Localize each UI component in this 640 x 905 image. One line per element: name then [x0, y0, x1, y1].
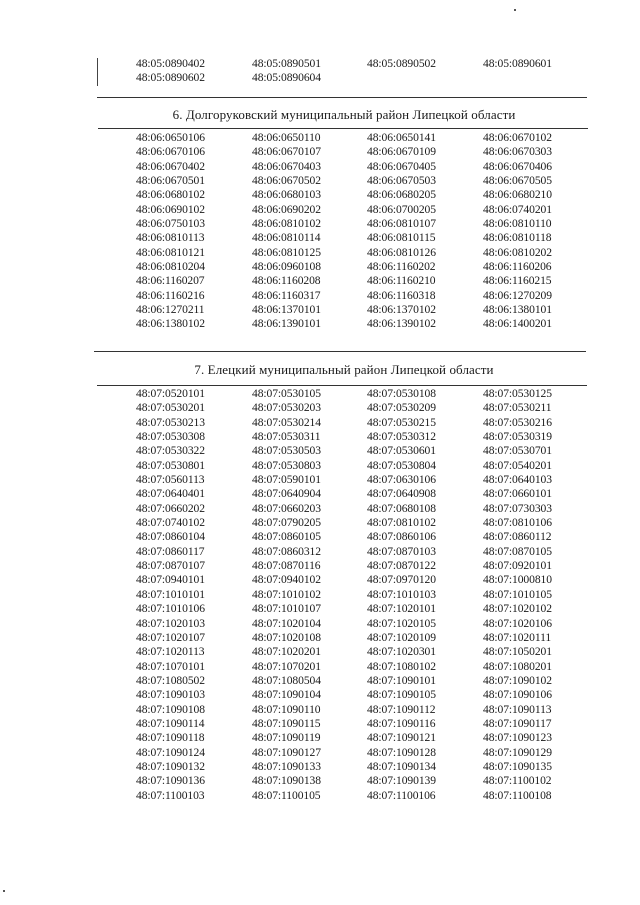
cadastral-number: 48:07:0860106: [367, 530, 436, 544]
cadastral-number: 48:06:0670501: [136, 174, 205, 188]
cadastral-number: 48:07:0660203: [252, 501, 321, 515]
cadastral-number: 48:07:0530319: [483, 430, 552, 444]
cadastral-number: 48:06:1160317: [252, 288, 321, 302]
table-row: [136, 573, 596, 587]
cadastral-number: 48:06:0680210: [483, 188, 552, 202]
cadastral-number: 48:07:1100108: [483, 788, 552, 802]
cadastral-number: 48:07:1020108: [252, 630, 321, 644]
cadastral-number: 48:06:1160210: [367, 274, 436, 288]
cadastral-number: 48:06:0700205: [367, 202, 436, 216]
cadastral-number: 48:07:0640401: [136, 487, 205, 501]
cadastral-number: 48:06:0670107: [252, 145, 321, 159]
table-row: [136, 617, 596, 631]
cadastral-number: 48:06:0810125: [252, 245, 321, 259]
cadastral-number: 48:06:0810115: [367, 231, 436, 245]
cadastral-number: 48:07:1020106: [483, 616, 552, 630]
divider-rule: [97, 97, 587, 98]
cadastral-number: 48:07:0740102: [136, 516, 205, 530]
section-7-heading: 7. Елецкий муниципальный район Липецкой области: [194, 362, 494, 377]
table-row: [136, 188, 596, 202]
table-row: [136, 160, 596, 174]
cadastral-number: 48:07:1090121: [367, 731, 436, 745]
cadastral-number: 48:07:0530801: [136, 458, 205, 472]
cadastral-number: 48:07:0530213: [136, 415, 205, 429]
cadastral-number: 48:07:1090123: [483, 731, 552, 745]
cadastral-number: 48:07:0970120: [367, 573, 436, 587]
cadastral-number: 48:07:1090103: [136, 688, 205, 702]
cadastral-number: 48:06:1380102: [136, 317, 205, 331]
table-row: [136, 631, 596, 645]
cadastral-number: 48:07:0530211: [483, 401, 552, 415]
table-row: [136, 401, 596, 415]
cadastral-number: 48:07:1090112: [367, 702, 436, 716]
table-row: [136, 731, 596, 745]
table-row: [136, 660, 596, 674]
cadastral-number: 48:07:1090132: [136, 759, 205, 773]
cadastral-number: 48:06:0670106: [136, 145, 205, 159]
cadastral-number: 48:07:0560113: [136, 473, 205, 487]
cadastral-number: 48:07:1090113: [483, 702, 552, 716]
cadastral-number: 48:07:0870105: [483, 544, 552, 558]
cadastral-number: 48:07:0590101: [252, 473, 321, 487]
cadastral-number: 48:06:0670403: [252, 159, 321, 173]
cadastral-number: 48:07:1090108: [136, 702, 205, 716]
cadastral-number: 48:07:1010105: [483, 587, 552, 601]
cadastral-number: 48:07:0540201: [483, 458, 552, 472]
cadastral-number: 48:07:1090117: [483, 716, 552, 730]
cadastral-number: 48:07:1090139: [367, 774, 436, 788]
scan-speck: [3, 890, 5, 892]
cadastral-number: 48:06:0810107: [367, 217, 436, 231]
cadastral-number: 48:07:1080504: [252, 673, 321, 687]
table-row: [136, 71, 596, 85]
cadastral-number: 48:07:0530215: [367, 415, 436, 429]
section-6-table: [136, 131, 596, 332]
table-row: [136, 789, 596, 803]
cadastral-number: 48:07:0860105: [252, 530, 321, 544]
cadastral-number: 48:07:1020102: [483, 602, 552, 616]
cadastral-number: 48:06:1160215: [483, 274, 552, 288]
cadastral-number: 48:07:1090119: [252, 731, 321, 745]
table-row: [136, 145, 596, 159]
cadastral-number: 48:07:0920101: [483, 559, 552, 573]
table-row: [136, 545, 596, 559]
cadastral-number: 48:07:0730303: [483, 501, 552, 515]
cadastral-number: 48:07:1090105: [367, 688, 436, 702]
cadastral-number: 48:06:1160216: [136, 288, 205, 302]
table-row: [136, 487, 596, 501]
cadastral-number: 48:06:1160207: [136, 274, 205, 288]
cadastral-number: 48:07:0530201: [136, 401, 205, 415]
cadastral-number: 48:06:1160208: [252, 274, 321, 288]
cadastral-number: 48:07:0860117: [136, 544, 205, 558]
table-row: [136, 317, 596, 331]
cadastral-number: 48:07:0870107: [136, 559, 205, 573]
cadastral-number: 48:07:1010106: [136, 602, 205, 616]
cadastral-number: 48:07:1090128: [367, 745, 436, 759]
cadastral-number: 48:07:0530312: [367, 430, 436, 444]
table-row: [136, 430, 596, 444]
divider-rule: [94, 351, 586, 352]
cadastral-number: 48:07:0860112: [483, 530, 552, 544]
cadastral-number: 48:07:1020104: [252, 616, 321, 630]
cadastral-number: 48:07:1100103: [136, 788, 205, 802]
cadastral-number: 48:05:0890502: [367, 57, 436, 70]
cadastral-number: 48:06:0650110: [252, 131, 321, 144]
cadastral-number: 48:07:0940101: [136, 573, 205, 587]
cadastral-number: [367, 71, 483, 85]
cadastral-number: 48:07:0530803: [252, 458, 321, 472]
margin-bracket: [97, 58, 98, 86]
cadastral-number: 48:07:0640103: [483, 473, 552, 487]
cadastral-number: 48:06:0670405: [367, 159, 436, 173]
table-row: [136, 260, 596, 274]
table-row: [136, 760, 596, 774]
cadastral-number: 48:07:0870116: [252, 559, 321, 573]
table-row: [136, 274, 596, 288]
cadastral-number: 48:07:0530503: [252, 444, 321, 458]
table-row: [136, 416, 596, 430]
cadastral-number: 48:07:1010107: [252, 602, 321, 616]
cadastral-number: 48:06:1400201: [483, 317, 552, 331]
cadastral-number: 48:07:0640908: [367, 487, 436, 501]
cadastral-number: 48:07:0530308: [136, 430, 205, 444]
cadastral-number: 48:07:1020105: [367, 616, 436, 630]
cadastral-number: 48:07:0530105: [252, 387, 321, 400]
cadastral-number: 48:07:0530601: [367, 444, 436, 458]
cadastral-number: 48:06:1380101: [483, 303, 552, 317]
cadastral-number: 48:07:0940102: [252, 573, 321, 587]
cadastral-number: 48:07:1020301: [367, 645, 436, 659]
table-row: [136, 588, 596, 602]
cadastral-number: 48:07:0530804: [367, 458, 436, 472]
table-row: [136, 746, 596, 760]
cadastral-number: 48:07:1010103: [367, 587, 436, 601]
cadastral-number: 48:06:0690102: [136, 202, 205, 216]
top-table: [136, 57, 596, 86]
cadastral-number: 48:07:0530125: [483, 387, 552, 400]
cadastral-number: 48:07:1090106: [483, 688, 552, 702]
cadastral-number: 48:07:1080201: [483, 659, 552, 673]
cadastral-number: 48:07:1020107: [136, 630, 205, 644]
cadastral-number: 48:06:0810113: [136, 231, 205, 245]
cadastral-number: 48:06:0810204: [136, 260, 205, 274]
cadastral-number: 48:07:1090101: [367, 673, 436, 687]
cadastral-number: 48:07:1020109: [367, 630, 436, 644]
table-row: [136, 645, 596, 659]
cadastral-number: 48:06:0670406: [483, 159, 552, 173]
cadastral-number: 48:07:1100106: [367, 788, 436, 802]
cadastral-number: 48:06:0690202: [252, 202, 321, 216]
cadastral-number: 48:07:1090116: [367, 716, 436, 730]
table-row: [136, 387, 596, 401]
cadastral-number: 48:05:0890402: [136, 57, 205, 70]
cadastral-number: 48:07:1090138: [252, 774, 321, 788]
cadastral-number: 48:07:1090102: [483, 673, 552, 687]
divider-rule: [98, 128, 588, 129]
cadastral-number: 48:07:0870103: [367, 544, 436, 558]
table-row: [136, 459, 596, 473]
cadastral-number: 48:07:1020113: [136, 645, 205, 659]
table-row: [136, 559, 596, 573]
cadastral-number: 48:06:0670505: [483, 174, 552, 188]
cadastral-number: 48:07:0660202: [136, 501, 205, 515]
cadastral-number: 48:07:1090124: [136, 745, 205, 759]
table-row: [136, 717, 596, 731]
table-row: [136, 289, 596, 303]
cadastral-number: 48:07:1090114: [136, 716, 205, 730]
cadastral-number: 48:06:0650141: [367, 131, 436, 144]
cadastral-number: 48:07:0520101: [136, 387, 205, 400]
cadastral-number: 48:07:0680108: [367, 501, 436, 515]
table-row: [136, 203, 596, 217]
cadastral-number: 48:06:0960108: [252, 260, 321, 274]
cadastral-number: 48:06:1270209: [483, 288, 552, 302]
table-row: [136, 231, 596, 245]
cadastral-number: 48:05:0890604: [252, 71, 321, 85]
cadastral-number: 48:06:1390101: [252, 317, 321, 331]
section-6-heading: 6. Долгоруковский муниципальный район Липецкой области: [172, 107, 516, 122]
cadastral-number: 48:06:0810126: [367, 245, 436, 259]
cadastral-number: 48:07:0810102: [367, 516, 436, 530]
cadastral-number: 48:07:1070101: [136, 659, 205, 673]
cadastral-number: 48:06:0670402: [136, 159, 205, 173]
cadastral-number: 48:07:0870122: [367, 559, 436, 573]
cadastral-number: 48:06:1370102: [367, 303, 436, 317]
cadastral-number: 48:07:0530322: [136, 444, 205, 458]
cadastral-number: 48:06:0810102: [252, 217, 321, 231]
cadastral-number: 48:07:1080102: [367, 659, 436, 673]
cadastral-number: 48:07:1050201: [483, 645, 552, 659]
cadastral-number: 48:06:0670102: [483, 131, 552, 144]
cadastral-number: 48:07:1020101: [367, 602, 436, 616]
cadastral-number: 48:06:0810114: [252, 231, 321, 245]
table-row: [136, 174, 596, 188]
cadastral-number: 48:05:0890501: [252, 57, 321, 70]
cadastral-number: 48:07:0660101: [483, 487, 552, 501]
table-row: [136, 774, 596, 788]
table-row: [136, 246, 596, 260]
table-row: [136, 57, 596, 71]
cadastral-number: 48:07:0530311: [252, 430, 321, 444]
table-row: [136, 502, 596, 516]
cadastral-number: 48:06:0750103: [136, 217, 205, 231]
cadastral-number: 48:06:0680102: [136, 188, 205, 202]
cadastral-number: 48:06:1160206: [483, 260, 552, 274]
cadastral-number: 48:06:0680205: [367, 188, 436, 202]
cadastral-number: 48:07:0530701: [483, 444, 552, 458]
cadastral-number: 48:05:0890602: [136, 71, 205, 85]
table-row: [136, 444, 596, 458]
cadastral-number: 48:07:1090104: [252, 688, 321, 702]
cadastral-number: 48:07:0810106: [483, 516, 552, 530]
cadastral-number: 48:07:0530209: [367, 401, 436, 415]
cadastral-number: 48:07:0530108: [367, 387, 436, 400]
cadastral-number: 48:07:1090115: [252, 716, 321, 730]
cadastral-number: 48:07:0530203: [252, 401, 321, 415]
cadastral-number: 48:05:0890601: [483, 57, 552, 70]
cadastral-number: 48:07:1090118: [136, 731, 205, 745]
cadastral-number: 48:06:0670502: [252, 174, 321, 188]
cadastral-number: 48:07:1020201: [252, 645, 321, 659]
cadastral-number: 48:06:0810202: [483, 245, 552, 259]
cadastral-number: 48:06:1390102: [367, 317, 436, 331]
cadastral-number: 48:07:0530214: [252, 415, 321, 429]
cadastral-number: 48:06:1270211: [136, 303, 205, 317]
cadastral-number: 48:06:1160318: [367, 288, 436, 302]
cadastral-number: 48:06:0810118: [483, 231, 552, 245]
cadastral-number: 48:06:0670303: [483, 145, 552, 159]
table-row: [136, 131, 596, 145]
cadastral-number: 48:06:0810121: [136, 245, 205, 259]
cadastral-number: 48:07:0860312: [252, 544, 321, 558]
table-row: [136, 303, 596, 317]
cadastral-number: 48:07:1080502: [136, 673, 205, 687]
cadastral-number: 48:07:1100105: [252, 788, 321, 802]
cadastral-number: 48:07:1090127: [252, 745, 321, 759]
table-row: [136, 674, 596, 688]
cadastral-number: 48:07:0790205: [252, 516, 321, 530]
cadastral-number: 48:06:0670109: [367, 145, 436, 159]
cadastral-number: 48:06:0670503: [367, 174, 436, 188]
table-row: [136, 217, 596, 231]
cadastral-number: [483, 71, 596, 85]
cadastral-number: 48:06:0680103: [252, 188, 321, 202]
cadastral-number: 48:07:1070201: [252, 659, 321, 673]
cadastral-number: 48:07:1100102: [483, 774, 552, 788]
section-7-table: [136, 387, 596, 803]
cadastral-number: 48:07:0530216: [483, 415, 552, 429]
cadastral-number: 48:07:1020111: [483, 630, 552, 644]
cadastral-number: 48:07:1010102: [252, 587, 321, 601]
cadastral-number: 48:07:0640904: [252, 487, 321, 501]
cadastral-number: 48:07:1000810: [483, 573, 552, 587]
cadastral-number: 48:07:0630106: [367, 473, 436, 487]
cadastral-number: 48:06:1160202: [367, 260, 436, 274]
cadastral-number: 48:07:1020103: [136, 616, 205, 630]
table-row: [136, 602, 596, 616]
cadastral-number: 48:07:1090110: [252, 702, 321, 716]
cadastral-number: 48:07:1090136: [136, 774, 205, 788]
cadastral-number: 48:07:1090134: [367, 759, 436, 773]
cadastral-number: 48:07:0860104: [136, 530, 205, 544]
table-row: [136, 473, 596, 487]
table-row: [136, 516, 596, 530]
scan-speck: [514, 9, 516, 11]
cadastral-number: 48:07:1090133: [252, 759, 321, 773]
cadastral-number: 48:07:1010101: [136, 587, 205, 601]
cadastral-number: 48:07:1090129: [483, 745, 552, 759]
table-row: [136, 688, 596, 702]
table-row: [136, 703, 596, 717]
cadastral-number: 48:07:1090135: [483, 759, 552, 773]
table-row: [136, 530, 596, 544]
cadastral-number: 48:06:0810110: [483, 217, 552, 231]
cadastral-number: 48:06:0740201: [483, 202, 552, 216]
cadastral-number: 48:06:0650106: [136, 131, 205, 144]
cadastral-number: 48:06:1370101: [252, 303, 321, 317]
divider-rule: [97, 385, 587, 386]
